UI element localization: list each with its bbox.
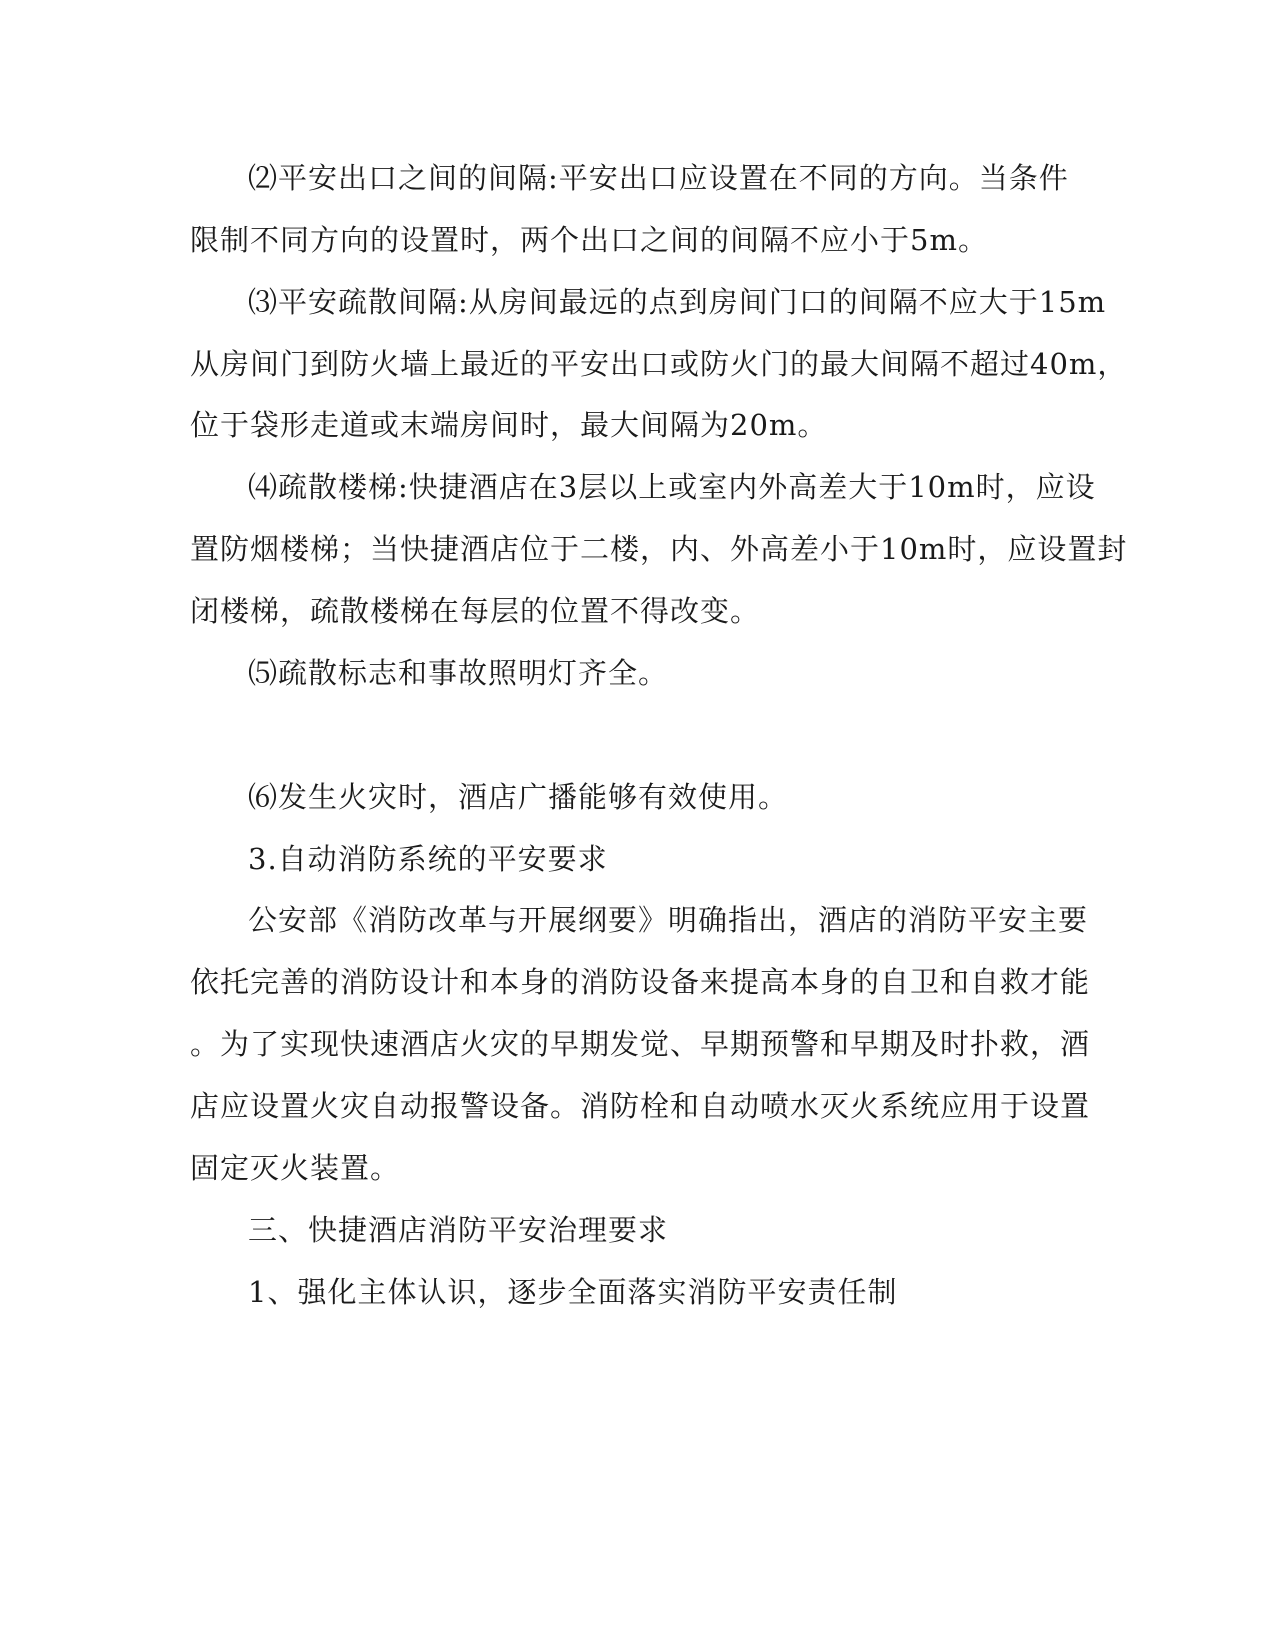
paragraph-line: 固定灭火装置。 [190, 1151, 401, 1185]
paragraph-line: ⑹发生火灾时，酒店广播能够有效使用。 [248, 780, 789, 814]
paragraph-line: ⑸疏散标志和事故照明灯齐全。 [248, 656, 669, 690]
paragraph-line: 闭楼梯，疏散楼梯在每层的位置不得改变。 [190, 594, 761, 628]
section-heading: 3.自动消防系统的平安要求 [248, 842, 608, 876]
paragraph-line: 公安部《消防改革与开展纲要》明确指出，酒店的消防平安主要 [248, 903, 1089, 937]
paragraph-line: ⑵平安出口之间的间隔:平安出口应设置在不同的方向。当条件 [248, 161, 1069, 195]
paragraph-line: ⑶平安疏散间隔:从房间最远的点到房间门口的间隔不应大于15m [248, 285, 1107, 319]
paragraph-line: 依托完善的消防设计和本身的消防设备来提高本身的自卫和自救才能 [190, 965, 1091, 999]
paragraph-line: ⑷疏散楼梯:快捷酒店在3层以上或室内外高差大于10m时，应设 [248, 470, 1096, 504]
paragraph-line: 店应设置火灾自动报警设备。消防栓和自动喷水灭火系统应用于设置 [190, 1089, 1091, 1123]
paragraph-line: 位于袋形走道或末端房间时，最大间隔为20m。 [190, 408, 828, 442]
paragraph-line: 限制不同方向的设置时，两个出口之间的间隔不应小于5m。 [190, 223, 988, 257]
paragraph-line: 从房间门到防火墙上最近的平安出口或防火门的最大间隔不超过40m， [190, 347, 1128, 381]
section-heading: 三、快捷酒店消防平安治理要求 [248, 1213, 669, 1247]
paragraph-line: 。为了实现快速酒店火灾的早期发觉、早期预警和早期及时扑救，酒 [190, 1027, 1091, 1061]
paragraph-line: 置防烟楼梯；当快捷酒店位于二楼，内、外高差小于10m时，应设置封 [190, 532, 1128, 566]
subsection-heading: 1、强化主体认识，逐步全面落实消防平安责任制 [248, 1275, 898, 1309]
